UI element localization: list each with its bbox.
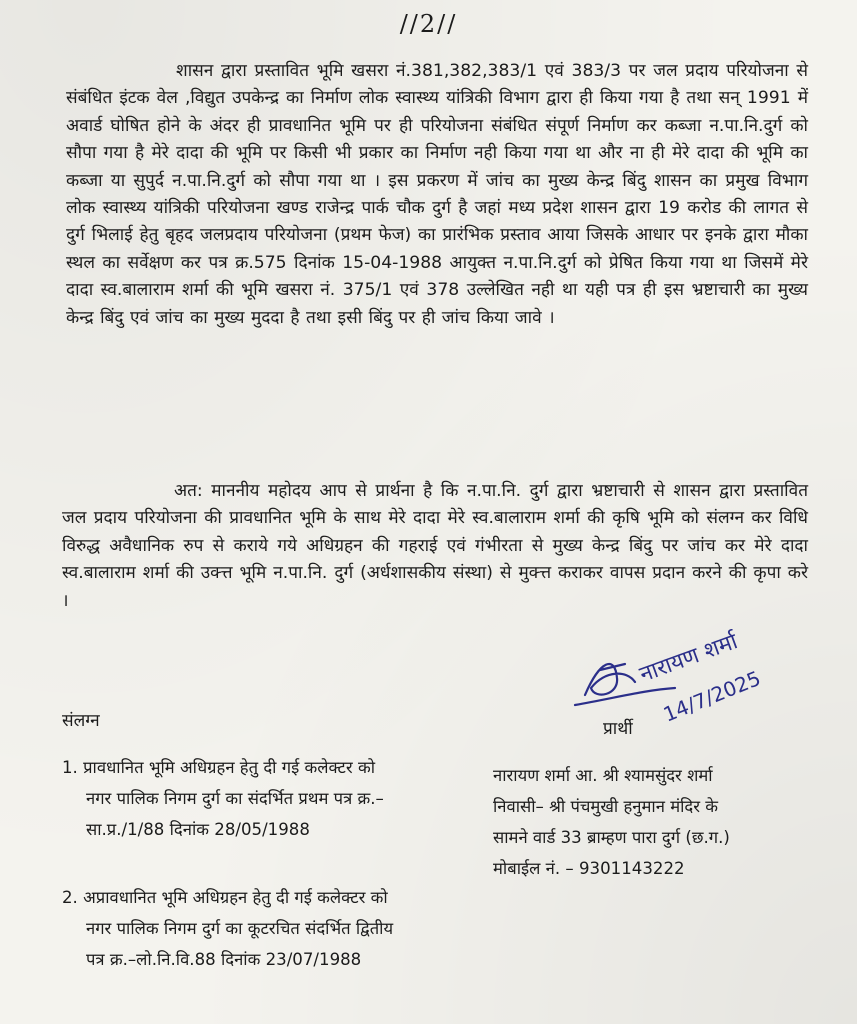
enclosure-line: 1. प्रावधानित भूमि अधिग्रहन हेतु दी गई कलेक्टर को [62, 758, 376, 777]
enclosure-line: पत्र क्र.–लो.नि.वि.88 दिनांक 23/07/1988 [86, 950, 362, 969]
paragraph-2-text: अत: माननीय महोदय आप से प्रार्थना है कि न.पा.नि. दुर्ग द्वारा भ्रष्टाचारी से शासन द्वारा प्रस्तावित जल प्रदाय परियोजना की प्रावधानित भूमि के साथ मेरे दादा मेरे स्व.बालाराम शर्मा की कृषि भूमि को संलग्न कर विधि विरुद्ध अवैधानिक रुप से कराये गये अधिग्रहन की गहराई एवं गंभीरता से मुख्य केन्द्र बिंदु पर जांच कर मेरे दादा स्व.बालाराम शर्मा की उक्त्त भूमि न.पा.नि. दुर्ग (अर्धशासकीय संस्था) से मुक्त्त कराकर वापस प्रदान करने की कृपा करे । [62, 481, 808, 611]
body-paragraph-1 [66, 58, 808, 332]
applicant-label: प्रार्थी [603, 719, 633, 739]
address-line: मोबाईल नं. – 9301143222 [493, 859, 685, 878]
enclosure-line: नगर पालिक निगम दुर्ग का कूटरचित संदर्भित द्वितीय [86, 919, 394, 938]
handwritten-signature [555, 600, 805, 730]
enclosure-item [62, 882, 482, 975]
signature-name: नारायण शर्मा [636, 629, 741, 688]
enclosures-heading: संलग्न [62, 711, 100, 731]
address-line: नारायण शर्मा आ. श्री श्यामसुंदर शर्मा [493, 766, 713, 785]
address-line: निवासी– श्री पंचमुखी हनुमान मंदिर के [493, 797, 719, 816]
body-paragraph-2 [62, 478, 808, 615]
signature-date: 14/7/2025 [659, 665, 764, 727]
enclosure-line: नगर पालिक निगम दुर्ग का संदर्भित प्रथम पत्र क्र.– [86, 789, 384, 808]
page-number: //2// [399, 10, 458, 38]
enclosure-line: 2. अप्रावधानित भूमि अधिग्रहन हेतु दी गई कलेक्टर को [62, 888, 388, 907]
enclosure-line: सा.प्र./1/88 दिनांक 28/05/1988 [86, 820, 310, 839]
enclosure-item [62, 752, 482, 845]
address-line: सामने वार्ड 33 ब्राम्हण पारा दुर्ग (छ.ग.) [493, 828, 730, 847]
paragraph-1-text: शासन द्वारा प्रस्तावित भूमि खसरा नं.381,382,383/1 एवं 383/3 पर जल प्रदाय परियोजना से संबंधित इंटक वेल ,विद्युत उपकेन्द्र का निर्माण लोक स्वास्थ्य यांत्रिकी विभाग द्वारा ही किया गया है तथा सन् 1991 में अवार्ड घोषित होने के अंदर ही प्रावधानित भूमि पर ही परियोजना संबंधित संपूर्ण निर्माण कर कब्जा न.पा.नि.दुर्ग को सौपा गया है मेरे दादा की भूमि पर किसी भी प्रकार का निर्माण नही किया गया था और ना ही मेरे दादा की भूमि का कब्जा या सुपुर्द न.पा.नि.दुर्ग को सौपा गया था । इस प्रकरण में जांच का मुख्य केन्द्र बिंदु शासन का प्रमुख विभाग लोक स्वास्थ्य यांत्रिकी परियोजना खण्ड राजेन्द्र पार्क चौक दुर्ग है जहां मध्य प्रदेश शासन द्वारा 19 करोड की लागत से दुर्ग भिलाई हेतु बृहद जलप्रदाय परियोजना (प्रथम फेज) का प्रारंभिक प्रस्ताव आया जिसके आधार पर इनके द्वारा मौका स्थल का सर्वेक्षण कर पत्र क्र.575 दिनांक 15-04-1988 आयुक्त न.पा.नि.दुर्ग को प्रेषित किया गया था जिसमें मेरे दादा स्व.बालाराम शर्मा की भूमि खसरा नं. 375/1 एवं 378 उल्लेखित नही था यही पत्र ही इस भ्रष्टाचारी का मुख्य केन्द्र बिंदु एवं जांच का मुख्य मुददा है तथा इसी बिंदु पर ही जांच किया जावे । [66, 61, 808, 328]
applicant-address-block [493, 760, 730, 884]
